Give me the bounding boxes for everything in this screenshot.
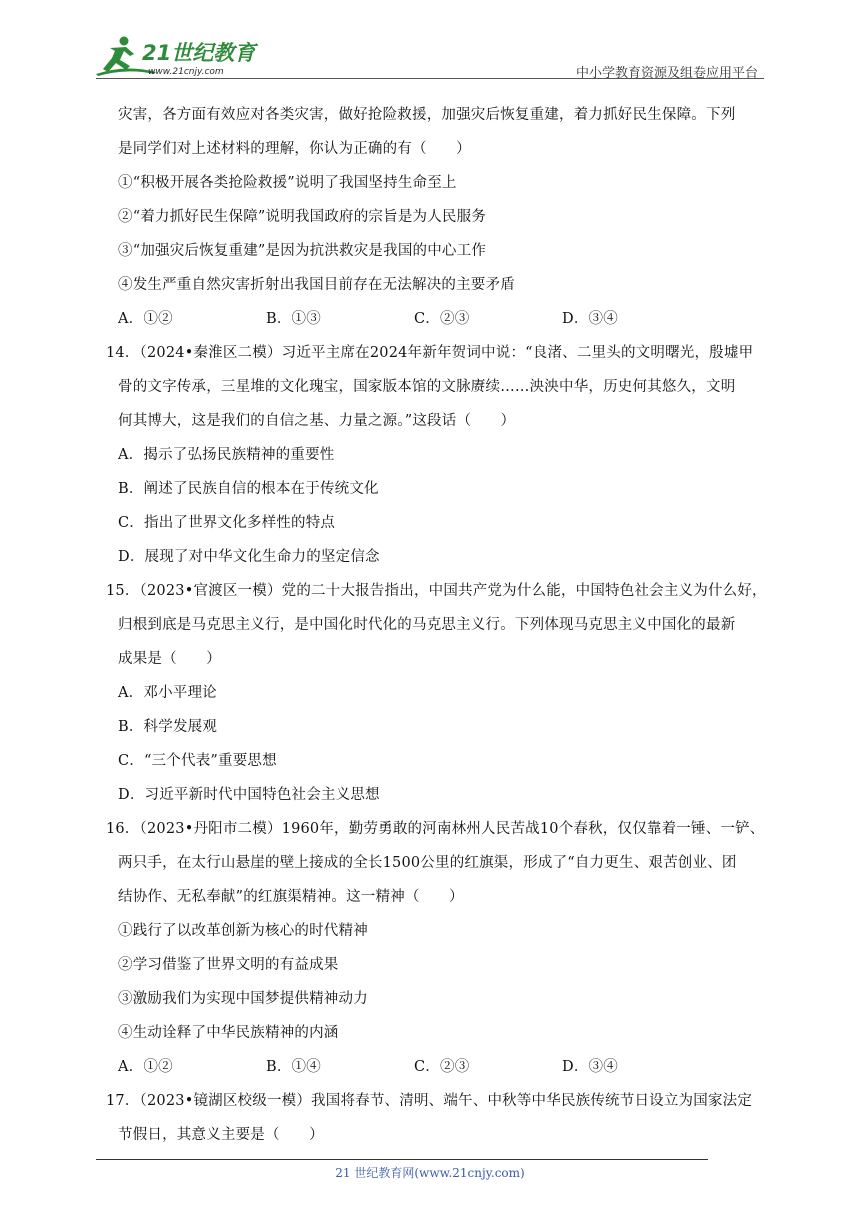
q16-stem: 两只手，在太行山悬崖的壁上接成的全长1500公里的红旗渠，形成了“自力更生、艰苦创业、团	[118, 855, 737, 871]
logo-url: www.21cnjy.com	[148, 67, 224, 77]
question-16	[106, 812, 768, 1084]
q16-statement: ①践行了以改革创新为核心的时代精神	[118, 923, 368, 939]
q14-stem: 14．（2024•秦淮区二模）习近平主席在2024年新年贺词中说：“良渚、二里头的文明曙光，殷墟甲	[106, 345, 754, 361]
option-b: B．阐述了民族自信的根本在于传统文化	[118, 481, 379, 497]
question-14	[106, 336, 768, 574]
option-c: C．②③	[414, 1059, 470, 1075]
q15-stem: 15．（2023•官渡区一模）党的二十大报告指出，中国共产党为什么能，中国特色社会主义为什么好，	[106, 583, 767, 599]
option-b: B．①③	[266, 311, 321, 327]
q13-options	[118, 302, 768, 336]
document-body	[106, 98, 768, 1152]
option-c: C．②③	[414, 311, 470, 327]
q15-stem: 成果是（ ）	[118, 651, 221, 667]
q13-statement: ③“加强灾后恢复重建”是因为抗洪救灾是我国的中心工作	[118, 243, 487, 259]
option-d: D．③④	[562, 1059, 618, 1075]
q13-continuation	[118, 98, 768, 336]
site-logo	[96, 34, 266, 78]
q15-stem: 归根到底是马克思主义行，是中国化时代化的马克思主义行。下列体现马克思主义中国化的最新	[118, 617, 736, 633]
question-15	[106, 574, 768, 812]
option-b: B．①④	[266, 1059, 321, 1075]
option-d: D．习近平新时代中国特色社会主义思想	[118, 787, 380, 803]
option-c: C．指出了世界文化多样性的特点	[118, 515, 336, 531]
q16-statement: ②学习借鉴了世界文明的有益成果	[118, 957, 339, 973]
option-a: A．邓小平理论	[118, 685, 217, 701]
q14-stem: 何其博大，这是我们的自信之基、力量之源。”这段话（ ）	[118, 413, 516, 429]
q13-line: 灾害，各方面有效应对各类灾害，做好抢险救援，加强灾后恢复重建，着力抓好民生保障。下列	[118, 107, 736, 123]
option-a: A．①②	[118, 1059, 173, 1075]
q16-statement: ③激励我们为实现中国梦提供精神动力	[118, 991, 368, 1007]
footer-divider	[96, 1159, 708, 1160]
q13-statement: ①“积极开展各类抢险救援”说明了我国坚持生命至上	[118, 175, 457, 191]
q13-line: 是同学们对上述材料的理解，你认为正确的有（ ）	[118, 141, 471, 157]
q17-stem: 节假日，其意义主要是（ ）	[118, 1127, 324, 1143]
q14-stem: 骨的文字传承，三星堆的文化瑰宝，国家版本馆的文脉赓续……泱泱中华，历史何其悠久，文明	[118, 379, 736, 395]
q13-statement: ④发生严重自然灾害折射出我国目前存在无法解决的主要矛盾	[118, 277, 515, 293]
q17-stem: 17．（2023•镜湖区校级一模）我国将春节、清明、端午、中秋等中华民族传统节日设立为国家法定	[106, 1093, 753, 1109]
page-header	[96, 34, 764, 80]
q16-stem: 结协作、无私奉献”的红旗渠精神。这一精神（ ）	[118, 889, 464, 905]
page-footer: 21 世纪教育网(www.21cnjy.com)	[335, 1166, 525, 1180]
option-b: B．科学发展观	[118, 719, 218, 735]
logo-text: 21世纪教育	[142, 41, 256, 65]
option-a: A．①②	[118, 311, 173, 327]
q13-statement: ②“着力抓好民生保障”说明我国政府的宗旨是为人民服务	[118, 209, 487, 225]
option-d: D．展现了对中华文化生命力的坚定信念	[118, 549, 380, 565]
question-17	[106, 1084, 768, 1152]
header-divider	[96, 78, 764, 79]
option-a: A．揭示了弘扬民族精神的重要性	[118, 447, 335, 463]
q16-stem: 16．（2023•丹阳市二模）1960年，勤劳勇敢的河南林州人民苦战10个春秋，仅仅靠着一锤、一铲、	[106, 821, 765, 837]
q16-statement: ④生动诠释了中华民族精神的内涵	[118, 1025, 339, 1041]
option-c: C．“三个代表”重要思想	[118, 753, 277, 769]
q16-options	[118, 1050, 768, 1084]
option-d: D．③④	[562, 311, 618, 327]
header-platform-text: 中小学教育资源及组卷应用平台	[575, 66, 758, 81]
